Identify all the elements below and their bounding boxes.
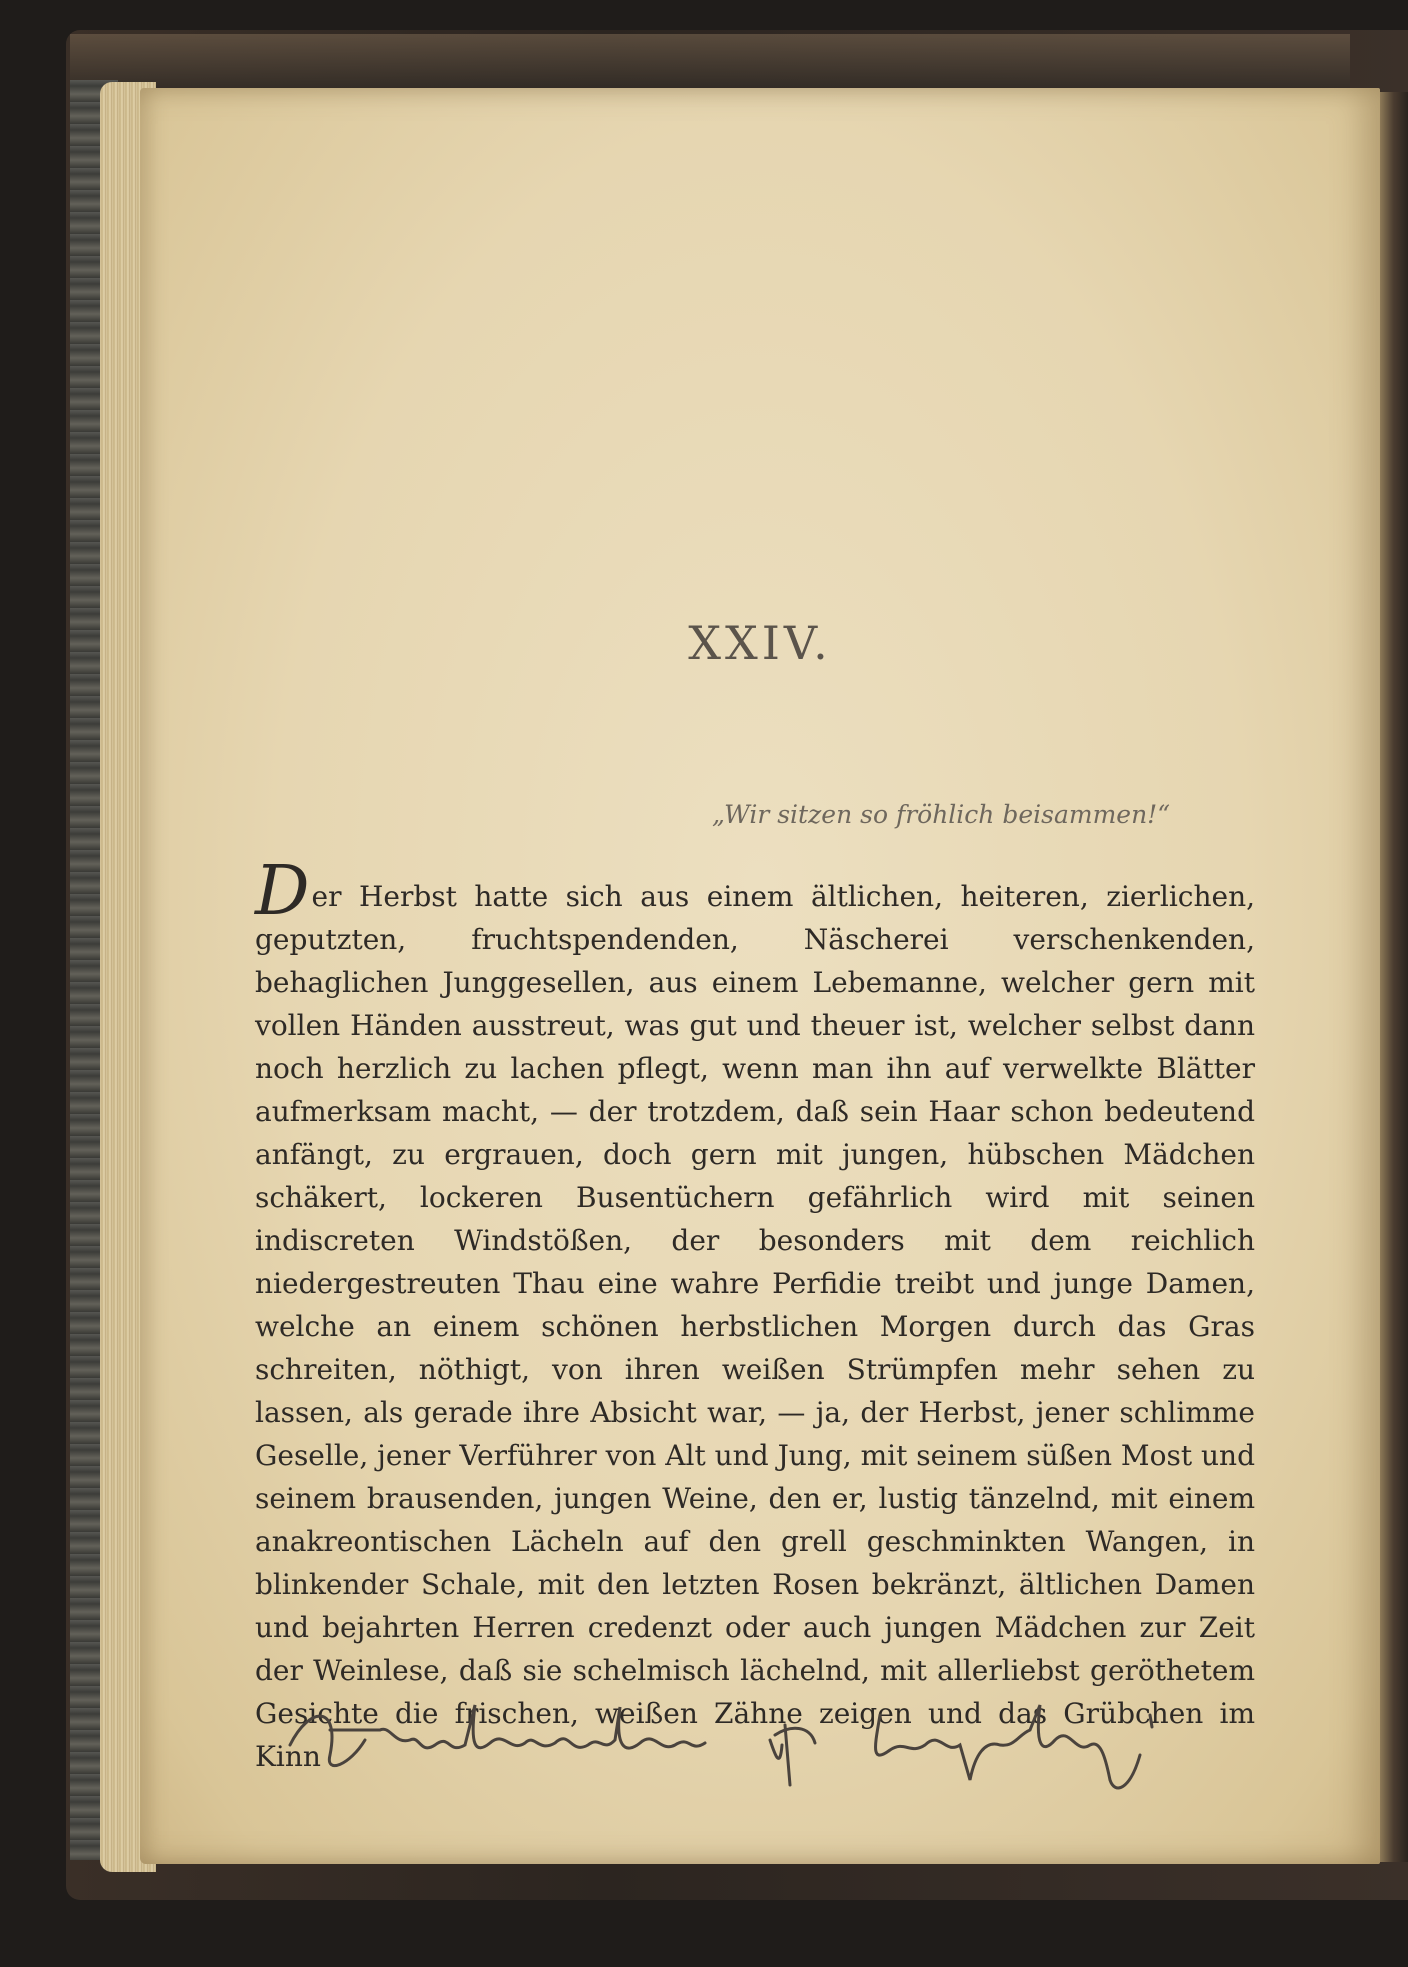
chapter-number: XXIV. bbox=[688, 616, 832, 670]
body-paragraph bbox=[255, 852, 1255, 1778]
body-text: er Herbst hatte sich aus einem ältlichen, heiteren, zierlichen, geputzten, fruchtspendenden, Näscherei verschenkenden, behaglichen Junggesellen, aus einem Lebemanne, welcher gern mit vollen Händen ausstreut, was gut und theuer ist, welcher selbst dann noch herzlich zu lachen pflegt, wenn man ihn auf verwelkte Blätter aufmerksam macht, — der trotzdem, daß sein Haar schon bedeutend anfängt, zu ergrauen, doch gern mit jungen, hübschen Mädchen schäkert, lockeren Busentüchern gefährlich wird mit seinen indiscreten Windstößen, der besonders mit dem reichlich niedergestreuten Thau eine wahre Perfidie treibt und junge Damen, welche an einem schönen herbstlichen Morgen durch das Gras schreiten, nöthigt, von ihren weißen Strümpfen mehr sehen zu lassen, als gerade ihre Absicht war, — ja, der Herbst, jener schlimme Geselle, jener Verführer von Alt und Jung, mit seinem süßen Most und seinem brausenden, jungen Weine, den er, lustig tänzelnd, mit einem anakreontischen Lächeln auf den grell geschminkten Wangen, in blinkender Schale, mit den letzten Rosen bekränzt, ältlichen Damen und bejahrten Herren credenzt oder auch jungen Mädchen zur Zeit der Weinlese, daß sie schelmisch lächelnd, mit allerliebst geröthetem Gesichte die frischen, weißen Zähne zeigen und das Grübchen im Kinn bbox=[255, 880, 1255, 1773]
handwritten-annotation bbox=[270, 1685, 1210, 1805]
book-page bbox=[140, 88, 1380, 1864]
cover-top-edge bbox=[70, 34, 1350, 94]
drop-cap: D bbox=[255, 852, 310, 931]
epigraph: „Wir sitzen so fröhlich beisammen!“ bbox=[712, 800, 1170, 829]
